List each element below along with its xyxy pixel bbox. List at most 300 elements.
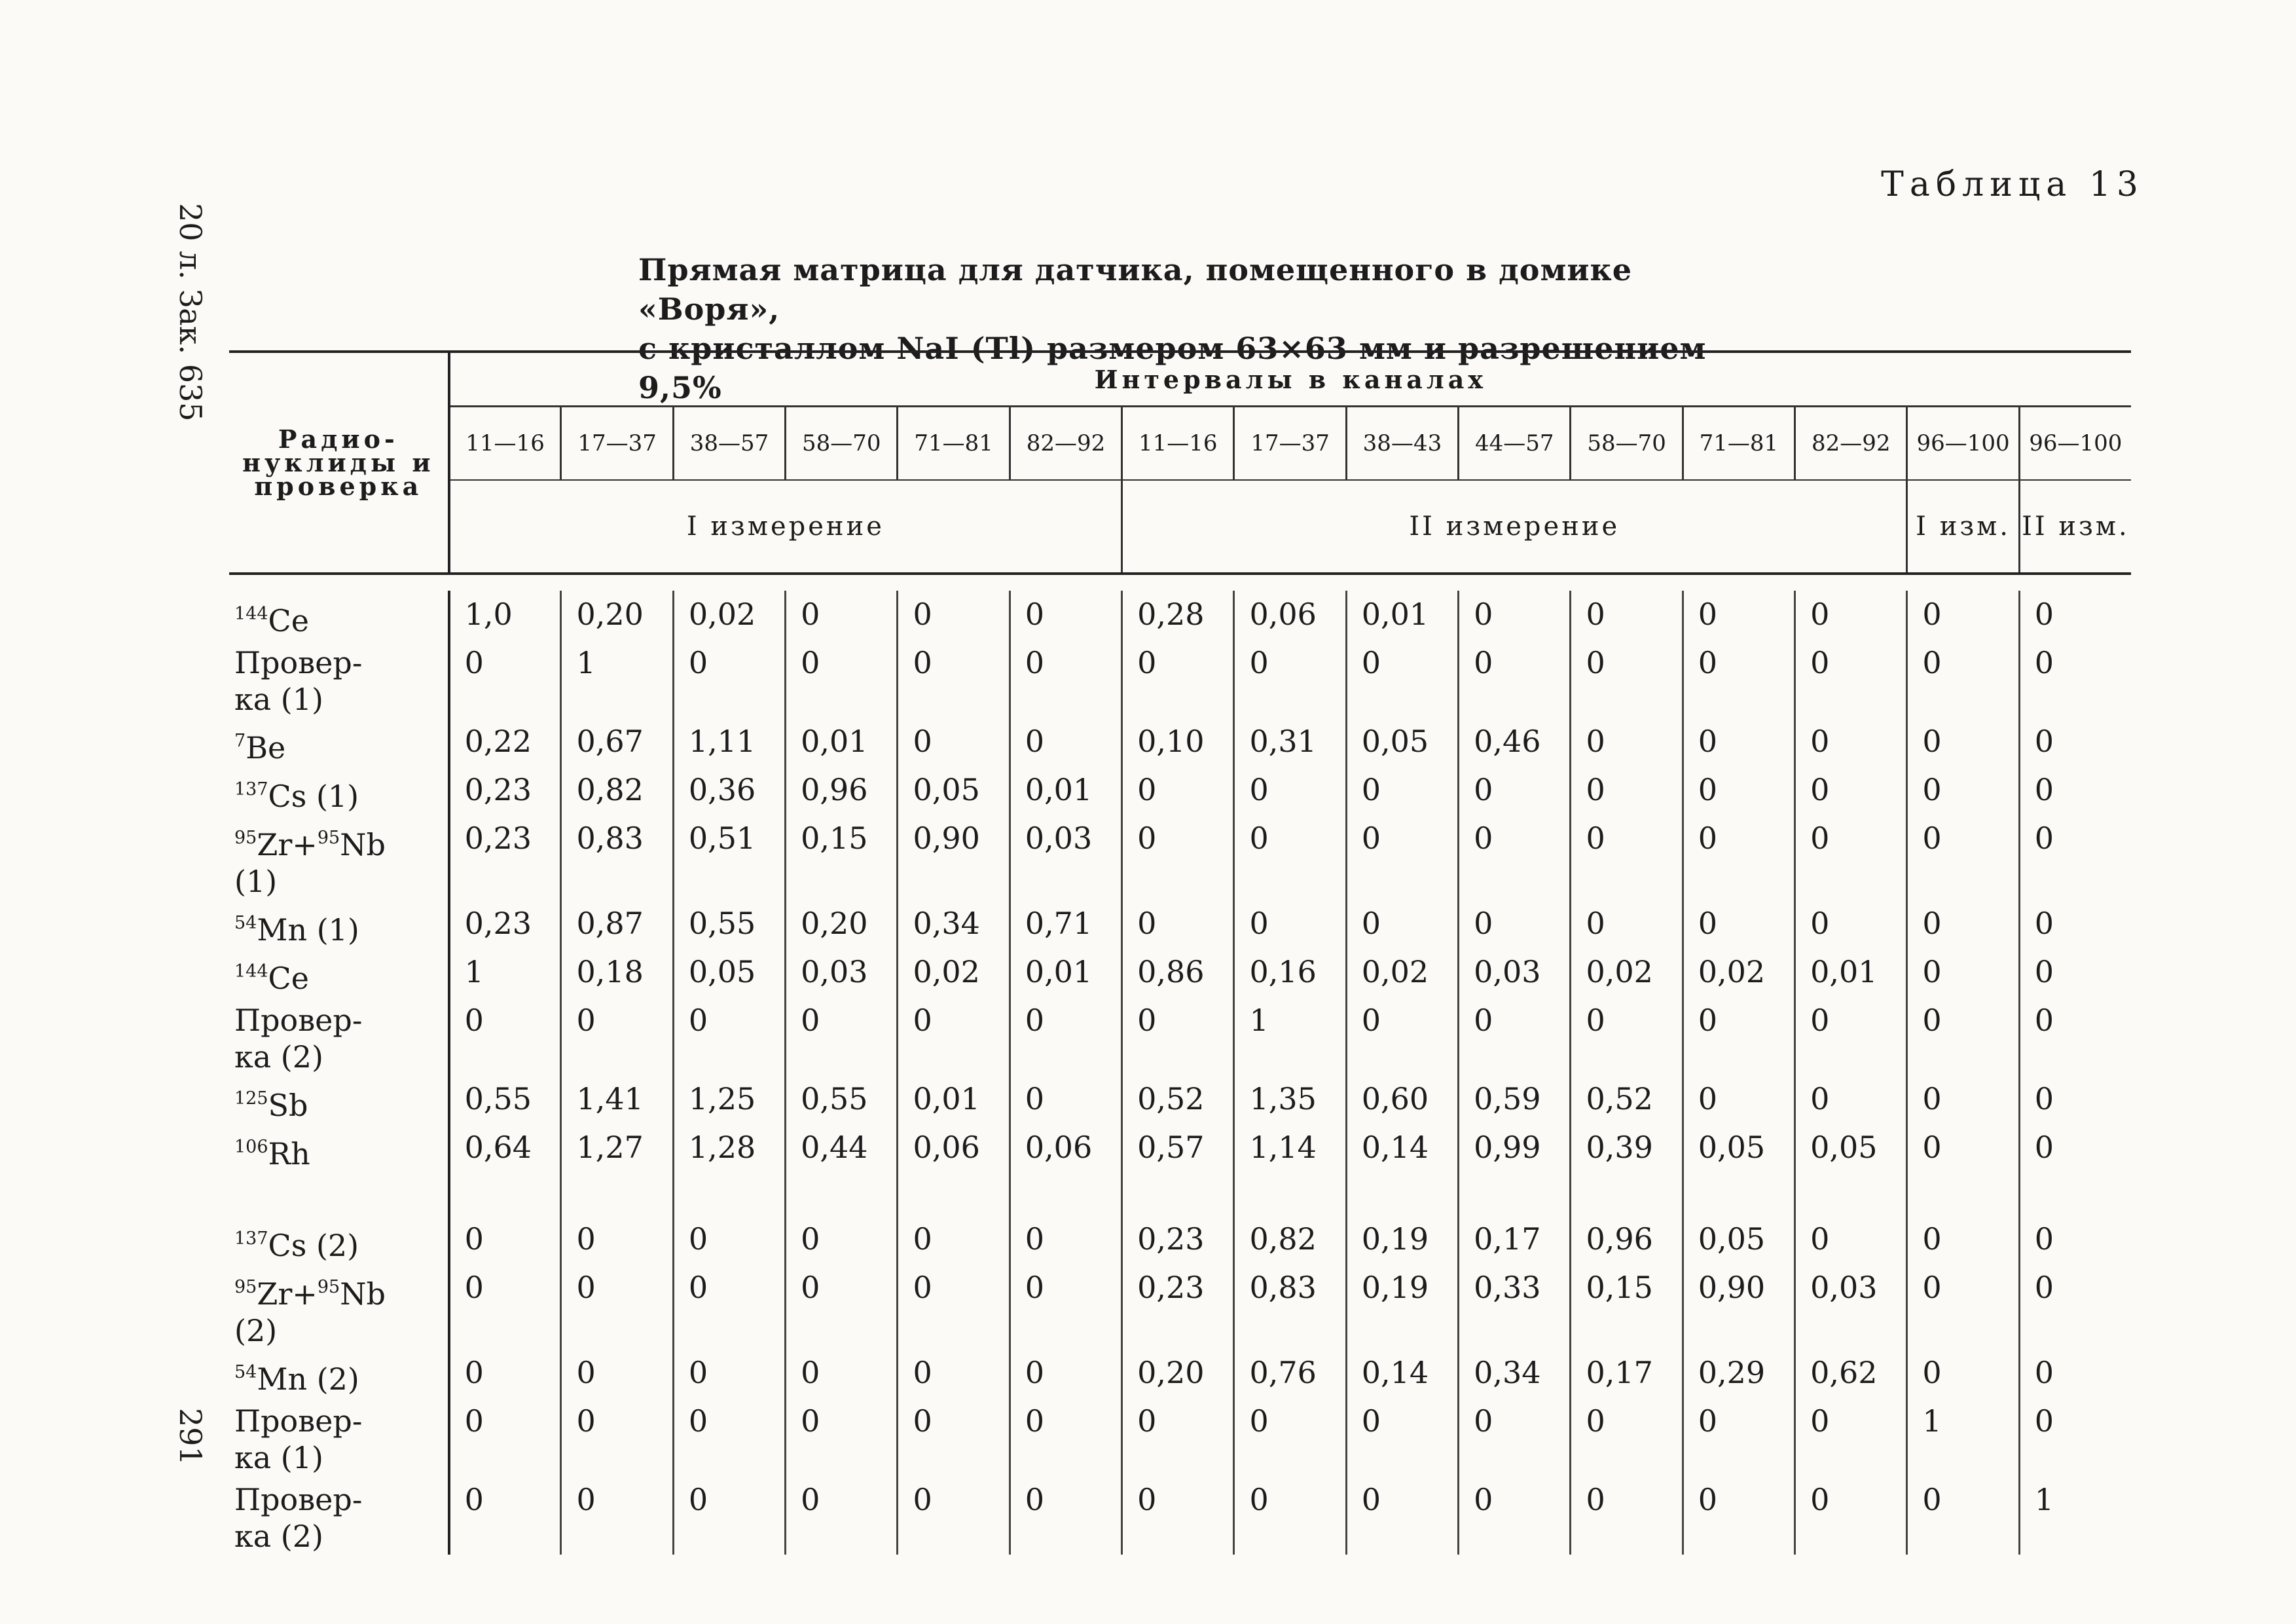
nuclide-symbol: (2) xyxy=(234,1313,278,1348)
title-line-1: Прямая матрица для датчика, помещенного в домике «Воря», xyxy=(638,252,1633,327)
matrix-cell: 0 xyxy=(1459,766,1571,815)
matrix-cell: 0 xyxy=(1234,1476,1346,1555)
matrix-cell: 0,31 xyxy=(1234,718,1346,766)
matrix-cell: 0 xyxy=(898,718,1010,766)
matrix-cell: 0,39 xyxy=(1571,1124,1683,1172)
nuclide-symbol: Провер- xyxy=(234,1003,363,1038)
page-side-note: 20 л. Зак. 635 xyxy=(173,203,208,422)
matrix-cell: 0 xyxy=(561,997,673,1075)
mass-number: 137 xyxy=(234,1228,268,1249)
matrix-cell: 0,17 xyxy=(1459,1215,1571,1264)
matrix-cell: 0 xyxy=(1907,1124,2019,1172)
mass-number: 125 xyxy=(234,1088,268,1109)
matrix-cell: 0,22 xyxy=(449,718,561,766)
matrix-cell: 0,34 xyxy=(898,900,1010,948)
matrix-cell: 1 xyxy=(1907,1397,2019,1476)
matrix-cell: 0,90 xyxy=(898,815,1010,900)
channel-interval-header: 82—92 xyxy=(1010,407,1121,481)
channel-interval-header: 71—81 xyxy=(1683,407,1795,481)
matrix-cell: 1,0 xyxy=(449,591,561,639)
nuclide-symbol: Zr+ xyxy=(257,1276,318,1312)
matrix-cell: 0,60 xyxy=(1346,1075,1458,1124)
matrix-cell: 0 xyxy=(1907,997,2019,1075)
matrix-cell: 0 xyxy=(673,997,785,1075)
channel-interval-header: 17—37 xyxy=(561,407,673,481)
matrix-cell: 0 xyxy=(1571,766,1683,815)
matrix-cell: 0 xyxy=(1683,1476,1795,1555)
matrix-cell: 0 xyxy=(2019,997,2131,1075)
mass-number: 144 xyxy=(234,604,268,624)
matrix-cell: 0 xyxy=(673,1264,785,1349)
matrix-cell: 0 xyxy=(673,639,785,718)
matrix-cell: 0,62 xyxy=(1795,1349,1907,1397)
mass-number: 54 xyxy=(234,1362,257,1382)
matrix-cell: 0 xyxy=(1795,591,1907,639)
nuclide-label xyxy=(229,1264,449,1349)
matrix-cell: 0,23 xyxy=(449,766,561,815)
matrix-cell: 0,82 xyxy=(561,766,673,815)
matrix-cell: 0 xyxy=(1795,718,1907,766)
matrix-cell: 0,46 xyxy=(1459,718,1571,766)
nuclide-label xyxy=(229,948,449,997)
mass-number: 144 xyxy=(234,961,268,982)
matrix-cell: 0 xyxy=(561,1349,673,1397)
matrix-cell: 0,19 xyxy=(1346,1264,1458,1349)
matrix-cell: 0 xyxy=(1122,815,1234,900)
matrix-cell: 0,06 xyxy=(1234,591,1346,639)
matrix-cell: 0 xyxy=(1346,766,1458,815)
matrix-cell: 0,55 xyxy=(786,1075,898,1124)
matrix-cell: 0 xyxy=(2019,1124,2131,1172)
response-matrix-table xyxy=(229,350,2131,1555)
matrix-cell: 0 xyxy=(1346,815,1458,900)
matrix-row xyxy=(229,1124,2131,1172)
matrix-cell: 0 xyxy=(1010,1476,1121,1555)
matrix-cell: 0 xyxy=(2019,900,2131,948)
matrix-cell: 0,99 xyxy=(1459,1124,1571,1172)
matrix-cell: 0,57 xyxy=(1122,1124,1234,1172)
matrix-cell: 0 xyxy=(449,1397,561,1476)
matrix-cell: 0 xyxy=(786,1264,898,1349)
nuclide-symbol: Be xyxy=(246,730,286,766)
channel-interval-header: 58—70 xyxy=(1571,407,1683,481)
nuclide-label xyxy=(229,1397,449,1476)
matrix-cell: 0 xyxy=(449,1264,561,1349)
matrix-cell: 0 xyxy=(1010,997,1121,1075)
nuclide-label xyxy=(229,1476,449,1555)
matrix-cell: 0,96 xyxy=(786,766,898,815)
matrix-cell: 0 xyxy=(449,1215,561,1264)
matrix-cell: 0,23 xyxy=(1122,1215,1234,1264)
matrix-row xyxy=(229,948,2131,997)
matrix-cell: 0,82 xyxy=(1234,1215,1346,1264)
matrix-cell: 0,86 xyxy=(1122,948,1234,997)
matrix-cell: 0,03 xyxy=(1010,815,1121,900)
matrix-cell: 0 xyxy=(1346,1397,1458,1476)
matrix-cell: 0,03 xyxy=(1459,948,1571,997)
matrix-cell: 0,02 xyxy=(1346,948,1458,997)
nuclide-symbol: Провер- xyxy=(234,1403,363,1439)
matrix-cell: 0,76 xyxy=(1234,1349,1346,1397)
matrix-cell: 1,35 xyxy=(1234,1075,1346,1124)
matrix-row xyxy=(229,1264,2131,1349)
matrix-cell: 0 xyxy=(1683,766,1795,815)
matrix-cell: 0 xyxy=(561,1397,673,1476)
table-label: Таблица 13 xyxy=(1881,165,2144,204)
matrix-cell: 0 xyxy=(1907,591,2019,639)
channel-interval-header: 11—16 xyxy=(449,407,561,481)
mass-number: 95 xyxy=(317,828,340,848)
matrix-cell: 0,52 xyxy=(1571,1075,1683,1124)
matrix-cell: 0 xyxy=(449,1349,561,1397)
measure-4-header: II изм. xyxy=(2019,480,2131,574)
matrix-cell: 0 xyxy=(1122,766,1234,815)
matrix-cell: 0 xyxy=(449,997,561,1075)
matrix-cell: 0 xyxy=(1907,1349,2019,1397)
nuclide-symbol: Rh xyxy=(268,1136,310,1172)
matrix-cell: 0 xyxy=(2019,1215,2131,1264)
matrix-cell: 0 xyxy=(1907,718,2019,766)
matrix-cell: 0,02 xyxy=(898,948,1010,997)
matrix-cell: 0 xyxy=(1683,900,1795,948)
matrix-cell: 1,28 xyxy=(673,1124,785,1172)
channel-header-row xyxy=(229,407,2131,481)
matrix-cell: 0,01 xyxy=(786,718,898,766)
matrix-cell: 0 xyxy=(449,1476,561,1555)
matrix-cell: 0 xyxy=(1122,1476,1234,1555)
matrix-cell: 0 xyxy=(1010,639,1121,718)
matrix-cell: 0,17 xyxy=(1571,1349,1683,1397)
matrix-cell: 0 xyxy=(1571,997,1683,1075)
matrix-cell: 0 xyxy=(673,1476,785,1555)
matrix-cell: 0 xyxy=(1907,815,2019,900)
nuclide-label xyxy=(229,1124,449,1172)
matrix-cell: 0 xyxy=(1795,1215,1907,1264)
matrix-cell: 0 xyxy=(1346,1476,1458,1555)
measure-2-header: II измерение xyxy=(1122,480,1907,574)
matrix-cell: 0,19 xyxy=(1346,1215,1458,1264)
matrix-cell: 0 xyxy=(1459,1397,1571,1476)
matrix-cell: 0 xyxy=(1907,1075,2019,1124)
matrix-cell: 0 xyxy=(1010,1397,1121,1476)
matrix-row xyxy=(229,639,2131,718)
matrix-cell: 1 xyxy=(2019,1476,2131,1555)
matrix-cell: 0,23 xyxy=(1122,1264,1234,1349)
matrix-cell: 0 xyxy=(1010,591,1121,639)
matrix-cell: 0 xyxy=(1683,591,1795,639)
matrix-cell: 0,05 xyxy=(898,766,1010,815)
nuclide-symbol: Провер- xyxy=(234,645,363,680)
matrix-cell: 0,29 xyxy=(1683,1349,1795,1397)
channel-interval-header: 17—37 xyxy=(1234,407,1346,481)
matrix-cell: 0 xyxy=(1571,815,1683,900)
matrix-cell: 0,15 xyxy=(1571,1264,1683,1349)
matrix-cell: 0,03 xyxy=(1795,1264,1907,1349)
matrix-cell: 0 xyxy=(1907,900,2019,948)
channel-interval-header: 11—16 xyxy=(1122,407,1234,481)
matrix-cell: 0 xyxy=(1459,1476,1571,1555)
matrix-cell: 0,20 xyxy=(1122,1349,1234,1397)
matrix-cell: 0 xyxy=(1795,1397,1907,1476)
matrix-cell: 0,71 xyxy=(1010,900,1121,948)
matrix-cell: 1,14 xyxy=(1234,1124,1346,1172)
page-number: 291 xyxy=(173,1408,208,1466)
matrix-cell: 0 xyxy=(1795,997,1907,1075)
channel-interval-header: 96—100 xyxy=(1907,407,2019,481)
matrix-cell: 0,01 xyxy=(898,1075,1010,1124)
matrix-cell: 0,03 xyxy=(786,948,898,997)
nuclide-label xyxy=(229,900,449,948)
nuclide-label xyxy=(229,766,449,815)
matrix-cell: 0 xyxy=(1683,639,1795,718)
matrix-cell: 0 xyxy=(1459,815,1571,900)
matrix-row xyxy=(229,900,2131,948)
matrix-cell: 0 xyxy=(1907,1215,2019,1264)
matrix-row xyxy=(229,1397,2131,1476)
matrix-cell: 0,16 xyxy=(1234,948,1346,997)
matrix-cell: 0 xyxy=(898,1397,1010,1476)
nuclide-label xyxy=(229,1215,449,1264)
matrix-cell: 0,55 xyxy=(449,1075,561,1124)
matrix-cell: 0 xyxy=(1795,639,1907,718)
matrix-cell: 0 xyxy=(2019,718,2131,766)
matrix-cell: 0,02 xyxy=(1683,948,1795,997)
matrix-row xyxy=(229,718,2131,766)
matrix-cell: 0,14 xyxy=(1346,1124,1458,1172)
matrix-cell: 0 xyxy=(1234,815,1346,900)
matrix-cell: 0,96 xyxy=(1571,1215,1683,1264)
matrix-cell: 0 xyxy=(2019,591,2131,639)
channel-interval-header: 71—81 xyxy=(898,407,1010,481)
matrix-cell: 0,33 xyxy=(1459,1264,1571,1349)
matrix-cell: 0,05 xyxy=(1683,1124,1795,1172)
matrix-cell: 0 xyxy=(2019,1349,2131,1397)
matrix-cell: 0 xyxy=(1122,1397,1234,1476)
channel-interval-header: 44—57 xyxy=(1459,407,1571,481)
matrix-cell: 0 xyxy=(898,639,1010,718)
matrix-cell: 0,01 xyxy=(1795,948,1907,997)
matrix-cell: 0 xyxy=(1683,1397,1795,1476)
matrix-cell: 0,20 xyxy=(786,900,898,948)
matrix-cell: 0 xyxy=(1795,766,1907,815)
matrix-row xyxy=(229,1075,2131,1124)
nuclide-symbol: Cs (2) xyxy=(268,1228,359,1263)
matrix-cell: 0 xyxy=(561,1264,673,1349)
intervals-header: Интервалы в каналах xyxy=(449,352,2131,407)
matrix-cell: 0,83 xyxy=(1234,1264,1346,1349)
matrix-cell: 0 xyxy=(1346,900,1458,948)
nuclide-symbol: Nb xyxy=(340,827,386,862)
nuclide-label xyxy=(229,815,449,900)
matrix-cell: 0 xyxy=(1459,997,1571,1075)
matrix-cell: 0,05 xyxy=(1795,1124,1907,1172)
nuclide-symbol: Cs (1) xyxy=(268,779,359,814)
matrix-cell: 0 xyxy=(1683,1075,1795,1124)
matrix-cell: 0 xyxy=(1571,718,1683,766)
nuclide-label xyxy=(229,639,449,718)
mass-number: 7 xyxy=(234,731,246,751)
matrix-cell: 0 xyxy=(898,997,1010,1075)
matrix-cell: 0 xyxy=(898,1476,1010,1555)
matrix-row xyxy=(229,591,2131,639)
matrix-cell: 0 xyxy=(786,1476,898,1555)
channel-interval-header: 82—92 xyxy=(1795,407,1907,481)
matrix-cell: 0 xyxy=(1795,900,1907,948)
matrix-row xyxy=(229,1349,2131,1397)
matrix-cell: 0 xyxy=(1571,591,1683,639)
channel-interval-header: 96—100 xyxy=(2019,407,2131,481)
matrix-cell: 0 xyxy=(1683,815,1795,900)
matrix-cell: 0 xyxy=(1010,1349,1121,1397)
channel-interval-header: 58—70 xyxy=(786,407,898,481)
matrix-cell: 0 xyxy=(786,997,898,1075)
matrix-cell: 0 xyxy=(1234,1397,1346,1476)
matrix-cell: 0,34 xyxy=(1459,1349,1571,1397)
matrix-cell: 0 xyxy=(673,1349,785,1397)
matrix-cell: 0,02 xyxy=(1571,948,1683,997)
nuclide-symbol: Ce xyxy=(268,961,309,996)
matrix-cell: 0 xyxy=(898,1264,1010,1349)
matrix-row xyxy=(229,1215,2131,1264)
nuclide-label xyxy=(229,997,449,1075)
matrix-cell: 0,06 xyxy=(1010,1124,1121,1172)
matrix-cell: 0 xyxy=(1234,900,1346,948)
nuclide-label xyxy=(229,718,449,766)
matrix-cell: 0,55 xyxy=(673,900,785,948)
matrix-cell: 0 xyxy=(786,1215,898,1264)
matrix-row xyxy=(229,766,2131,815)
matrix-cell: 0 xyxy=(1010,718,1121,766)
nuclide-symbol: Zr+ xyxy=(257,827,318,862)
matrix-cell: 0,10 xyxy=(1122,718,1234,766)
matrix-cell: 0 xyxy=(2019,639,2131,718)
matrix-cell: 0,02 xyxy=(673,591,785,639)
matrix-cell: 0,28 xyxy=(1122,591,1234,639)
matrix-cell: 0,01 xyxy=(1010,766,1121,815)
nuclide-symbol: ка (1) xyxy=(234,1440,323,1475)
nuclide-symbol: Mn (1) xyxy=(257,912,359,948)
matrix-cell: 0 xyxy=(1795,1075,1907,1124)
matrix-cell: 0,20 xyxy=(561,591,673,639)
matrix-cell: 0 xyxy=(1234,766,1346,815)
matrix-cell: 0,23 xyxy=(449,900,561,948)
matrix-cell: 0 xyxy=(1907,948,2019,997)
matrix-cell: 0 xyxy=(1571,1476,1683,1555)
nuclide-symbol: (1) xyxy=(234,864,278,899)
matrix-cell: 0 xyxy=(561,1476,673,1555)
nuclide-symbol: Провер- xyxy=(234,1482,363,1517)
mass-number: 137 xyxy=(234,779,268,800)
matrix-row xyxy=(229,815,2131,900)
nuclide-label xyxy=(229,591,449,639)
matrix-cell: 1,27 xyxy=(561,1124,673,1172)
matrix-cell: 0 xyxy=(1234,639,1346,718)
nuclide-label xyxy=(229,1349,449,1397)
matrix-cell: 0 xyxy=(1122,639,1234,718)
matrix-cell: 0,18 xyxy=(561,948,673,997)
matrix-cell: 0 xyxy=(1571,1397,1683,1476)
matrix-cell: 0 xyxy=(1346,997,1458,1075)
matrix-cell: 0 xyxy=(786,1397,898,1476)
matrix-cell: 0 xyxy=(1907,1264,2019,1349)
matrix-cell: 1,41 xyxy=(561,1075,673,1124)
matrix-cell: 0,06 xyxy=(898,1124,1010,1172)
matrix-cell: 0 xyxy=(1683,718,1795,766)
matrix-cell: 0 xyxy=(561,1215,673,1264)
matrix-cell: 0 xyxy=(898,1215,1010,1264)
nuclide-column-header: Радио-нуклиды и проверка xyxy=(229,352,449,574)
nuclide-label xyxy=(229,1075,449,1124)
matrix-cell: 0,67 xyxy=(561,718,673,766)
matrix-cell: 0 xyxy=(1122,900,1234,948)
matrix-row xyxy=(229,997,2131,1075)
channel-interval-header: 38—43 xyxy=(1346,407,1458,481)
matrix-cell: 0 xyxy=(1122,997,1234,1075)
nuclide-symbol: Sb xyxy=(268,1088,308,1123)
matrix-cell: 0 xyxy=(1010,1075,1121,1124)
mass-number: 54 xyxy=(234,913,257,933)
matrix-cell: 0 xyxy=(1459,900,1571,948)
mass-number: 95 xyxy=(234,828,257,848)
nuclide-symbol: Ce xyxy=(268,603,309,638)
matrix-cell: 0,52 xyxy=(1122,1075,1234,1124)
matrix-cell: 0,36 xyxy=(673,766,785,815)
matrix-cell: 1 xyxy=(1234,997,1346,1075)
matrix-cell: 0 xyxy=(1010,1215,1121,1264)
matrix-row xyxy=(229,1476,2131,1555)
nuclide-symbol: ка (2) xyxy=(234,1039,323,1075)
matrix-cell: 0,64 xyxy=(449,1124,561,1172)
matrix-cell: 0 xyxy=(1907,766,2019,815)
matrix-cell: 0,83 xyxy=(561,815,673,900)
matrix-cell: 0 xyxy=(2019,815,2131,900)
matrix-cell: 0 xyxy=(2019,1264,2131,1349)
mass-number: 106 xyxy=(234,1137,268,1157)
matrix-cell: 0,15 xyxy=(786,815,898,900)
matrix-cell: 0 xyxy=(449,639,561,718)
matrix-cell: 0 xyxy=(1571,900,1683,948)
matrix-cell: 0 xyxy=(673,1215,785,1264)
matrix-cell: 0 xyxy=(1795,815,1907,900)
matrix-cell: 0 xyxy=(1459,639,1571,718)
nuclide-symbol: Nb xyxy=(340,1276,386,1312)
matrix-cell: 0 xyxy=(1907,1476,2019,1555)
matrix-cell: 0,59 xyxy=(1459,1075,1571,1124)
matrix-cell: 0,05 xyxy=(673,948,785,997)
matrix-cell: 1,11 xyxy=(673,718,785,766)
matrix-cell: 0 xyxy=(1907,639,2019,718)
matrix-cell: 0,05 xyxy=(1683,1215,1795,1264)
measure-3-header: I изм. xyxy=(1907,480,2019,574)
matrix-cell: 1 xyxy=(449,948,561,997)
matrix-cell: 0 xyxy=(1571,639,1683,718)
matrix-cell: 1,25 xyxy=(673,1075,785,1124)
matrix-cell: 0 xyxy=(786,591,898,639)
matrix-cell: 0,44 xyxy=(786,1124,898,1172)
mass-number: 95 xyxy=(234,1277,257,1297)
matrix-cell: 0 xyxy=(673,1397,785,1476)
matrix-cell: 0 xyxy=(2019,766,2131,815)
matrix-cell: 0 xyxy=(1683,997,1795,1075)
matrix-cell: 0 xyxy=(2019,948,2131,997)
matrix-cell: 0,51 xyxy=(673,815,785,900)
matrix-cell: 0 xyxy=(1346,639,1458,718)
matrix-cell: 0 xyxy=(898,1349,1010,1397)
title-line-2: с кристаллом NaI (Tl) размером 63×63 мм и разрешением 9,5% xyxy=(638,331,1707,405)
matrix-cell: 0 xyxy=(1459,591,1571,639)
matrix-body xyxy=(229,574,2131,1555)
nuclide-symbol: Mn (2) xyxy=(257,1361,359,1397)
